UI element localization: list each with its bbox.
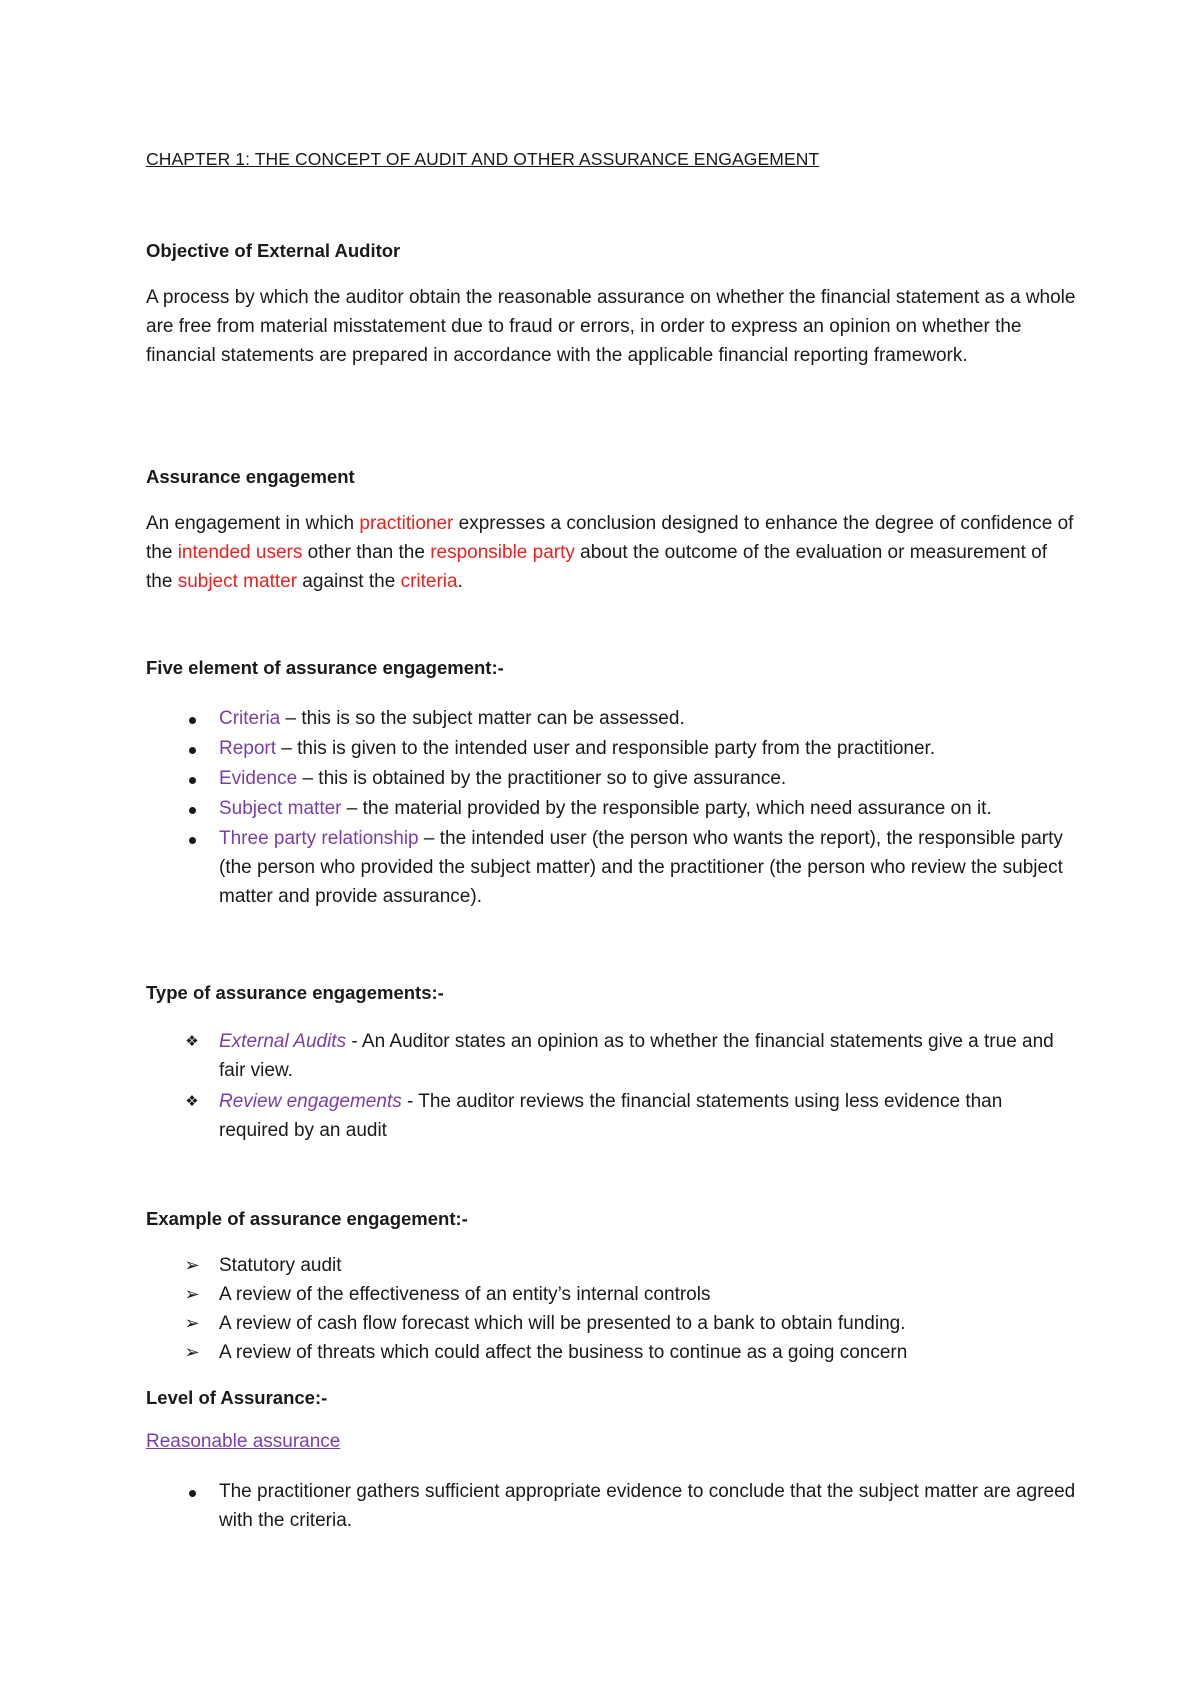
type-term: Review engagements	[219, 1091, 402, 1112]
type-text: - An Auditor states an opinion as to whether the financial statements give a true and fair view.	[219, 1031, 1054, 1081]
assurance-heading: Assurance engagement	[146, 466, 355, 487]
objective-paragraph: A process by which the auditor obtain the reasonable assurance on whether the financial statement as a whole are free from material misstatement due to fraud or errors, in order to express an opinion on whether the financial statements are prepared in accordance with the applicable financial reporting framework.	[146, 287, 1076, 366]
diamond-bullet-icon: ❖	[185, 1033, 199, 1050]
assurance-text: expresses a conclusion designed to enhance the degree of confidence of the	[146, 513, 1074, 563]
example-text: A review of threats which could affect the business to continue as a going concern	[219, 1342, 908, 1363]
assurance-text: other than the	[302, 542, 431, 563]
list-item	[146, 824, 1076, 911]
type-term: External Audits	[219, 1031, 347, 1052]
assurance-text: An engagement in which	[146, 513, 360, 534]
elements-heading: Five element of assurance engagement:-	[146, 657, 504, 678]
element-term: Criteria	[219, 708, 281, 729]
keyword-intended-users: intended users	[177, 542, 303, 563]
assurance-text: about the outcome of the evaluation or measurement of the	[146, 542, 1048, 592]
arrow-bullet-icon: ➢	[184, 1342, 200, 1362]
level-heading: Level of Assurance:-	[146, 1387, 328, 1408]
list-item	[146, 1309, 1076, 1338]
element-text: – this is obtained by the practitioner so to give assurance.	[297, 768, 787, 789]
assurance-text: .	[457, 571, 463, 592]
diamond-bullet-icon: ❖	[185, 1093, 199, 1110]
examples-heading: Example of assurance engagement:-	[146, 1208, 468, 1229]
element-term: Subject matter	[219, 798, 342, 819]
element-text: – the material provided by the responsible party, which need assurance on it.	[341, 798, 992, 819]
element-text: – the intended user (the person who wants the report), the responsible party (the person who provided the subject matter) and the practitioner (the person who review the subject matter and provide assurance).	[219, 828, 1063, 907]
objective-heading: Objective of External Auditor	[146, 240, 401, 261]
list-item	[146, 1251, 1076, 1280]
keyword-subject-matter: subject matter	[177, 571, 298, 592]
level-list	[146, 1477, 1076, 1535]
list-item	[146, 1027, 1076, 1085]
element-term: Three party relationship	[219, 828, 419, 849]
example-text: A review of the effectiveness of an entity’s internal controls	[219, 1284, 711, 1305]
example-text: Statutory audit	[219, 1255, 342, 1276]
element-text: – this is so the subject matter can be assessed.	[280, 708, 685, 729]
bullet-icon	[182, 764, 202, 793]
level-text: The practitioner gathers sufficient appropriate evidence to conclude that the subject matter are agreed with the criteria.	[219, 1481, 1076, 1531]
element-term: Report	[219, 738, 277, 759]
list-item	[146, 1087, 1076, 1145]
example-text: A review of cash flow forecast which will be presented to a bank to obtain funding.	[219, 1313, 906, 1334]
list-item	[146, 794, 1076, 823]
chapter-title: CHAPTER 1: THE CONCEPT OF AUDIT AND OTHER ASSURANCE ENGAGEMENT	[146, 149, 820, 169]
elements-list	[146, 704, 1076, 912]
arrow-bullet-icon: ➢	[184, 1313, 200, 1333]
types-heading: Type of assurance engagements:-	[146, 982, 444, 1003]
arrow-bullet-icon: ➢	[184, 1284, 200, 1304]
assurance-paragraph	[146, 509, 1076, 596]
bullet-icon	[182, 824, 202, 853]
list-item	[146, 764, 1076, 793]
assurance-text: against the	[297, 571, 401, 592]
list-item	[146, 704, 1076, 733]
keyword-responsible-party: responsible party	[430, 542, 575, 563]
element-text: – this is given to the intended user and responsible party from the practitioner.	[276, 738, 936, 759]
list-item	[146, 1338, 1076, 1367]
types-list	[146, 1027, 1076, 1145]
bullet-icon	[182, 704, 202, 733]
bullet-icon	[182, 734, 202, 763]
keyword-practitioner: practitioner	[359, 513, 454, 534]
list-item	[146, 1280, 1076, 1309]
type-text: - The auditor reviews the financial statements using less evidence than required by an audit	[219, 1091, 1003, 1141]
examples-list	[146, 1251, 1076, 1367]
bullet-icon	[182, 1477, 202, 1506]
element-term: Evidence	[219, 768, 298, 789]
reasonable-assurance-subheading: Reasonable assurance	[146, 1431, 341, 1452]
keyword-criteria: criteria	[400, 571, 458, 592]
bullet-icon	[182, 794, 202, 823]
arrow-bullet-icon: ➢	[184, 1255, 200, 1275]
list-item	[146, 1477, 1076, 1535]
list-item	[146, 734, 1076, 763]
